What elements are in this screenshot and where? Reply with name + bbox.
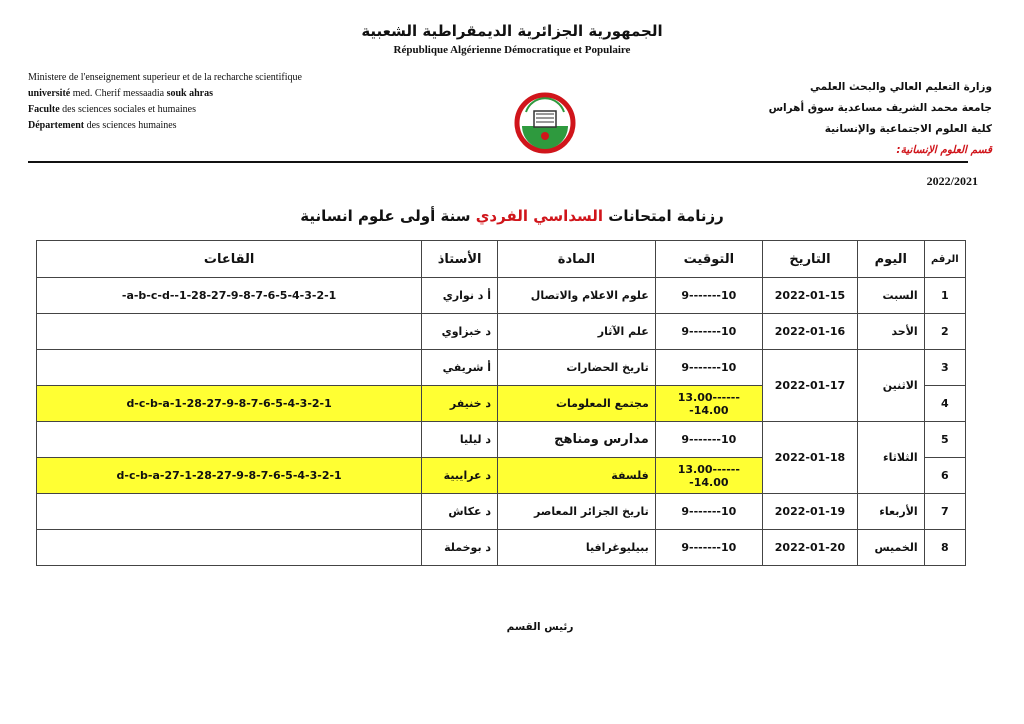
exam-schedule-table (36, 240, 966, 566)
header-prof: الأستاذ (422, 241, 498, 278)
day-cell: الاثنين (857, 350, 924, 422)
time-cell: 9-------10 (655, 350, 762, 386)
prof-cell: د بوخملة (422, 530, 498, 566)
day-cell: الخميس (857, 530, 924, 566)
title-highlight: السداسي الفردي (475, 207, 604, 225)
header-time: التوقيت (655, 241, 762, 278)
header-date: التاريخ (762, 241, 857, 278)
subject-cell: ببيليوغرافيا (498, 530, 656, 566)
halls-cell (37, 350, 422, 386)
halls-cell (37, 422, 422, 458)
header-halls: القاعات (37, 241, 422, 278)
prof-cell: د ليليا (422, 422, 498, 458)
subject-cell: فلسفة (498, 458, 656, 494)
num-cell: 2 (924, 314, 965, 350)
university-line-ar: جامعة محمد الشريف مساعدية سوق أهراس (768, 102, 992, 114)
table-row (37, 350, 966, 386)
header-num: الرقم (924, 241, 965, 278)
date-cell: 2022-01-20 (762, 530, 857, 566)
time-cell: 13.00-------14.00 (655, 386, 762, 422)
institution-ar (769, 77, 992, 161)
faculty-line: Faculte des sciences sociales et humaines (28, 104, 196, 115)
ministry-line: Ministere de l'enseignement superieur et de la recharche scientifique (28, 72, 302, 83)
table-row (37, 494, 966, 530)
time-cell: 9-------10 (655, 530, 762, 566)
num-cell: 5 (924, 422, 965, 458)
table-row (37, 278, 966, 314)
date-cell: 2022-01-18 (762, 422, 857, 494)
time-cell: 9-------10 (655, 278, 762, 314)
republic-title-ar: الجمهورية الجزائرية الديمقراطية الشعبية (361, 22, 663, 40)
time-cell: 9-------10 (655, 494, 762, 530)
faculty-line-ar: كلية العلوم الاجتماعية والإنسانية (824, 123, 992, 135)
num-cell: 6 (924, 458, 965, 494)
academic-year: 2022/2021 (926, 174, 978, 188)
halls-cell (37, 530, 422, 566)
prof-cell: د خبزاوي (422, 314, 498, 350)
subject-cell: تاريخ الجزائر المعاصر (498, 494, 656, 530)
time-cell: 13.00-------14.00 (655, 458, 762, 494)
halls-cell (37, 314, 422, 350)
table-header-row (37, 241, 966, 278)
prof-cell: د خنيفر (422, 386, 498, 422)
halls-cell: d-c-b-a-27-1-28-27-9-8-7-6-5-4-3-2-1 (37, 458, 422, 494)
date-cell: 2022-01-15 (762, 278, 857, 314)
prof-cell: أ د نواري (422, 278, 498, 314)
institution-fr (28, 70, 302, 134)
header-divider (28, 161, 968, 163)
day-cell: الأربعاء (857, 494, 924, 530)
num-cell: 8 (924, 530, 965, 566)
date-cell: 2022-01-17 (762, 350, 857, 422)
department-line: Département des sciences humaines (28, 120, 177, 131)
prof-cell: د عكاش (422, 494, 498, 530)
university-logo (514, 92, 576, 154)
num-cell: 7 (924, 494, 965, 530)
page-title: رزنامة امتحانات السداسي الفردي سنة أولى علوم انسانية (300, 207, 724, 225)
day-cell: الأحد (857, 314, 924, 350)
department-line-ar: قسم العلوم الإنسانية: (896, 144, 992, 156)
header-subject: المادة (498, 241, 656, 278)
table-row (37, 314, 966, 350)
prof-cell: د عرايبية (422, 458, 498, 494)
time-cell: 9-------10 (655, 422, 762, 458)
date-cell: 2022-01-19 (762, 494, 857, 530)
date-cell: 2022-01-16 (762, 314, 857, 350)
halls-cell: d-c-b-a-1-28-27-9-8-7-6-5-4-3-2-1 (37, 386, 422, 422)
subject-cell: تاريخ الحضارات (498, 350, 656, 386)
time-cell: 9-------10 (655, 314, 762, 350)
subject-cell: علوم الاعلام والاتصال (498, 278, 656, 314)
day-cell: الثلاثاء (857, 422, 924, 494)
num-cell: 3 (924, 350, 965, 386)
prof-cell: أ شريفي (422, 350, 498, 386)
subject-cell: مجتمع المعلومات (498, 386, 656, 422)
table-row (37, 422, 966, 458)
table-row (37, 530, 966, 566)
halls-cell (37, 494, 422, 530)
header-day: اليوم (857, 241, 924, 278)
halls-cell: -a-b-c-d--1-28-27-9-8-7-6-5-4-3-2-1 (37, 278, 422, 314)
department-head-signature: رئيس القسم (506, 621, 574, 633)
subject-cell: علم الآثار (498, 314, 656, 350)
num-cell: 4 (924, 386, 965, 422)
ministry-line-ar: وزارة التعليم العالي والبحث العلمي (809, 81, 992, 93)
republic-title-fr: République Algérienne Démocratique et Populaire (393, 44, 631, 56)
num-cell: 1 (924, 278, 965, 314)
university-line: université med. Cherif messaadia souk ahras (28, 88, 213, 99)
day-cell: السبت (857, 278, 924, 314)
subject-cell: مدارس ومناهج (498, 422, 656, 458)
